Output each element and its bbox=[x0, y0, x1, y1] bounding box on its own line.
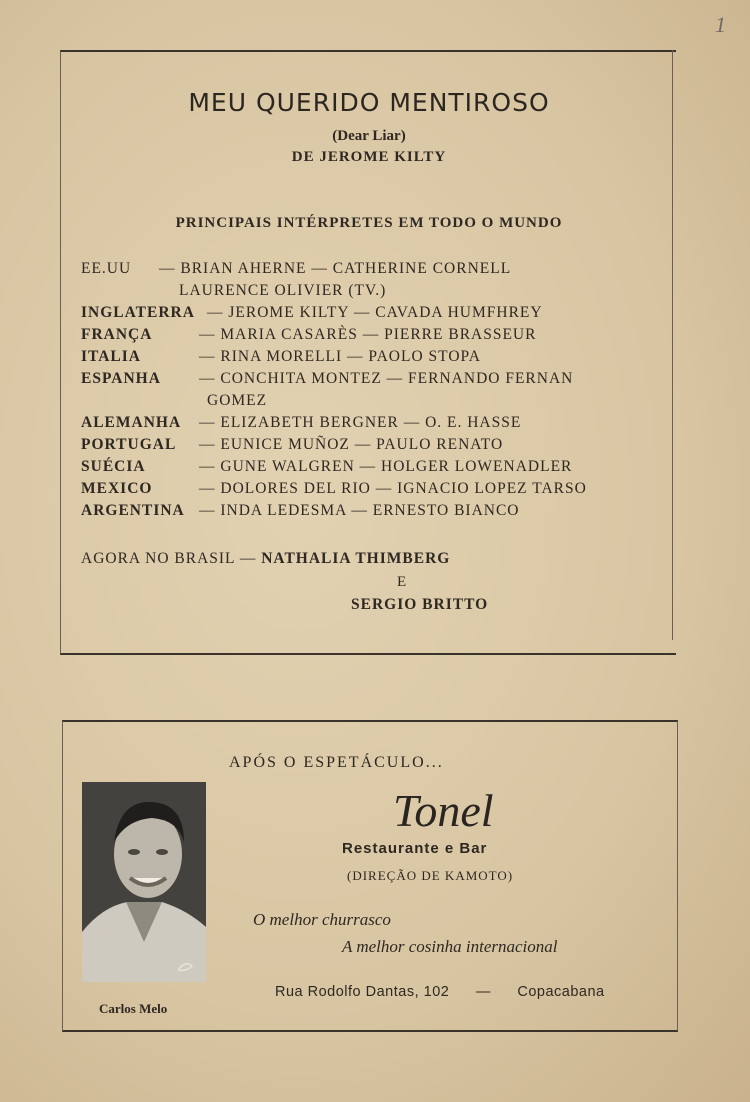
cast-row bbox=[81, 304, 677, 326]
restaurant-brand: Tonel bbox=[393, 785, 494, 836]
cast-names: — ELIZABETH BERGNER — O. E. HASSE bbox=[199, 414, 522, 431]
cast-row bbox=[81, 260, 677, 282]
cast-row bbox=[81, 282, 677, 304]
ad-intro: APÓS O ESPETÁCULO... bbox=[229, 754, 444, 771]
cast-row bbox=[81, 480, 677, 502]
cast-row bbox=[81, 326, 677, 348]
restaurant-type: Restaurante e Bar bbox=[342, 840, 488, 857]
cast-row bbox=[81, 370, 677, 392]
cast-country: ALEMANHA bbox=[81, 414, 182, 431]
restaurant-direction: (DIREÇÃO DE KAMOTO) bbox=[347, 868, 514, 883]
cast-box bbox=[60, 50, 676, 655]
box-right-border bbox=[672, 50, 673, 640]
cast-country: ARGENTINA bbox=[81, 502, 185, 519]
cast-names: — RINA MORELLI — PAOLO STOPA bbox=[199, 348, 481, 365]
address-separator: — bbox=[475, 984, 491, 1000]
actor-photo bbox=[82, 782, 206, 982]
cast-names: — BRIAN AHERNE — CATHERINE CORNELL bbox=[159, 260, 512, 277]
restaurant-address-line bbox=[275, 984, 605, 1000]
cast-row bbox=[81, 436, 677, 458]
brazil-prefix: AGORA NO BRASIL — bbox=[81, 550, 257, 567]
cast-heading: PRINCIPAIS INTÉRPRETES EM TODO O MUNDO bbox=[175, 215, 563, 231]
cast-country: FRANÇA bbox=[81, 326, 153, 343]
neighborhood: Copacabana bbox=[517, 984, 605, 1000]
cast-names: — GUNE WALGREN — HOLGER LOWENADLER bbox=[199, 458, 573, 475]
cast-row bbox=[81, 392, 677, 414]
cast-names: — JEROME KILTY — CAVADA HUMFHREY bbox=[207, 304, 543, 321]
cast-country: EE.UU bbox=[81, 260, 132, 277]
play-author: DE JEROME KILTY bbox=[291, 149, 447, 165]
cast-country: INGLATERRA bbox=[81, 304, 195, 321]
cast-country: SUÉCIA bbox=[81, 458, 146, 475]
street-address: Rua Rodolfo Dantas, 102 bbox=[275, 984, 450, 1000]
play-title: MEU QUERIDO MENTIROSO bbox=[188, 88, 550, 117]
cast-names: GOMEZ bbox=[207, 392, 268, 409]
photo-caption: Carlos Melo bbox=[99, 1001, 168, 1016]
cast-country: ESPANHA bbox=[81, 370, 161, 387]
cast-country: PORTUGAL bbox=[81, 436, 177, 453]
cast-row bbox=[81, 348, 677, 370]
brazil-actor-1: NATHALIA THIMBERG bbox=[261, 550, 451, 567]
original-title: (Dear Liar) bbox=[332, 128, 406, 144]
cast-list bbox=[81, 260, 677, 524]
cast-country: ITALIA bbox=[81, 348, 141, 365]
page-number-mark: 1 bbox=[715, 12, 726, 37]
cast-country: MEXICO bbox=[81, 480, 153, 497]
cast-names: — INDA LEDESMA — ERNESTO BIANCO bbox=[199, 502, 520, 519]
cast-row bbox=[81, 458, 677, 480]
cast-row bbox=[81, 414, 677, 436]
tagline-1: O melhor churrasco bbox=[253, 910, 391, 929]
cast-names: — MARIA CASARÈS — PIERRE BRASSEUR bbox=[199, 326, 537, 343]
brazil-actor-2: SERGIO BRITTO bbox=[351, 596, 489, 613]
cast-names: — CONCHITA MONTEZ — FERNANDO FERNAN bbox=[199, 370, 574, 387]
cast-names: LAURENCE OLIVIER (TV.) bbox=[179, 282, 387, 299]
cast-names: — DOLORES DEL RIO — IGNACIO LOPEZ TARSO bbox=[199, 480, 587, 497]
brazil-cast-line bbox=[81, 550, 450, 568]
portrait-image bbox=[82, 782, 206, 982]
tagline-2: A melhor cosinha internacional bbox=[342, 937, 558, 956]
restaurant-ad bbox=[62, 720, 678, 1032]
cast-names: — EUNICE MUÑOZ — PAULO RENATO bbox=[199, 436, 504, 453]
brazil-and: E bbox=[397, 574, 407, 590]
cast-row bbox=[81, 502, 677, 524]
